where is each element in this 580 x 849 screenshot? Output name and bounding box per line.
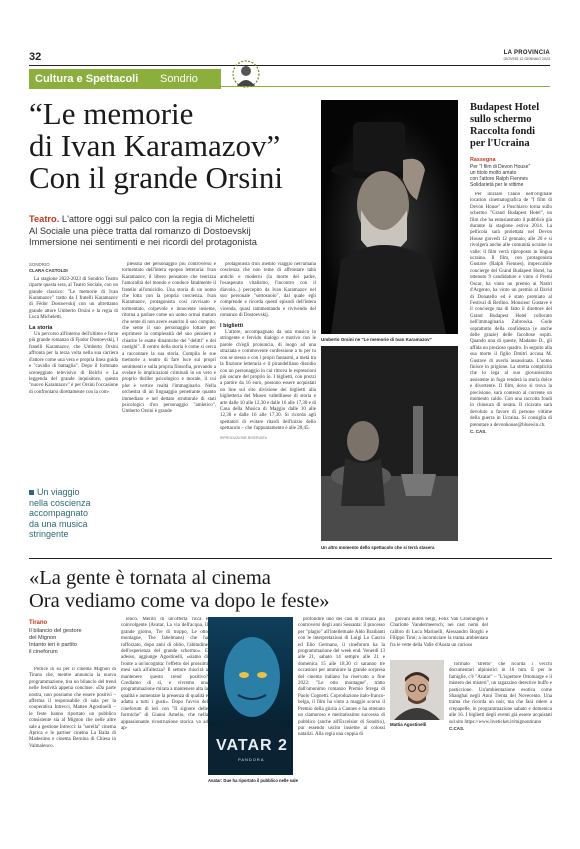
quote-square-icon (29, 490, 34, 495)
photo1-caption: Umberto Orsini ne "Le memorie di Ivan Karamazov" (321, 337, 432, 342)
poster-subtitle: PANDORA (238, 757, 265, 762)
page-number: 32 (29, 51, 42, 63)
masthead-name: LA PROVINCIA (503, 50, 550, 56)
section-bar (29, 69, 221, 89)
photo2-caption: Un altro momento dello spettacolo che si terrà stasera (321, 545, 435, 550)
article1-standfirst: Teatro. L'attore oggi sul palco con la regia di Micheletti Al Sociale una pièce tratta dal romanzo di Dostoevskij Immersione nei sentimenti e nei ricordi del protagonista (29, 214, 257, 247)
byline: CLARA CASTOLDI (29, 268, 68, 274)
header-rule (29, 65, 550, 66)
lead-paragraph: La stagione 2022-2023 di Sondrio Teatro riparte questa sera, al Teatro Sociale, con un grande classico: "Le memorie di Ivan Karamazov" tratto da I fratelli Karamazov di Fëdor Dostoevskij con un altrettanto grande attore Umberto Orsini e la regia di Luca Micheletti. (29, 276, 118, 321)
dateline: SONDRIO (29, 262, 50, 267)
section-place: Sondrio (160, 73, 198, 85)
article1-col3: protagonista d'un inedito viaggio nell'umana coscienza che non teme di affrontare tabù antichi e moderni (la morte del padre, l'esasperato vitalismo, l'incontro con il diavolo...) percepito da Ivan Karamazov nel suo personale "sottosuolo", dal quale egli comprende e ricorda questi episodi dell'intera vicenda, quasi rammentando e rivivendo del romanzo di Dostoevskij. I biglietti L'attore, accompagnato da una musica in stringente e fervido dialogo e motivo con le parole ch'egli pronuncia, di luogo ad una straziata e commovente confessione a tu per tu con se stesso e con i propri fantasmi, a metà tra la finzione letteraria e il pirandelliano dissidio con un personaggio in cui ritrova le espressioni più oscure del proprio io. I biglietti, con prezzi a partire da 16 euro, possono essere acquistati on line sul sito divisione dei biglietti alla biglietteria del Museo valtellinese di storia e arte dalle 10 alle 12,30 e dalle 16 alle 17,30 e di Casa della Musica di Maggio dalle 10 alle 12,30 e dalle 16 alle 17,30. Si ricorda agli spettatori di evitare ritardi dell'inizio dello spettacolo – che l'appuntamento è alle 20,45. RIPRODUZIONE RISERVATA (220, 262, 316, 440)
photo-orsini (321, 100, 458, 334)
copyright-credit: RIPRODUZIONE RISERVATA (220, 435, 267, 440)
paragraph: Un percorso all'interno dell'ultimo e forse più grande romanzo di Fjodor Dostoevskij, I fratelli Karamazov, che Umberto Orsini affronta per la terza volta nella sua carriera d'attore come una vera e propria linea guida e "cavallo di battaglia". Dopo il fortunato sceneggiato televisivo di Bolchi e La leggenda del grande inquisitore, questo "nuovo Karamazov" è per Orsini l'occasione di confrontarsi direttamente con la com- (29, 332, 118, 395)
article2-col4a: giovani autori belgi, Felix Van Groeningen e Charlotte Vandermeersch; nei cast nomi del calibro di Luca Marinelli, Alessandro Borghi e Filippo Timi; a incorniciare la trama ambientata fra le vette della Valle d'Aosta un curioso (390, 617, 488, 648)
subheading-tickets: I biglietti (220, 322, 243, 329)
section-title: Cultura e Spettacoli (35, 73, 139, 85)
article1-col2: plessità del personaggio più controverso e tormentato dell'intera epopea letteraria: Ivan Karamazov, il libero pensatore che teorizza l'amoralità del mondo e conduce fatalmente il fratello all'omicidio. Una storia di un uomo che lotta con la propria coscienza. Ivan Karamazov, protagonista così ravvisato e tormentato, colpevole e innocente insieme, ritorna a parlare come un uomo ormai maturo che sente di non avere esaurito il suo compito, che sente il suo personaggio lottare per esprimere la complessità del suo pensiero e chiarire le esatte dinamiche dei "delitti" e dei castighi". Il centro della storia è come si cerca a raccontare la sua storia. Compila le sue memorie a teatro di fare luce sui propri sentimenti e sulla propria filosofia, provando a svelare le implicazioni criminali in un vero e proprio thriller psicologico e morale, il cui plot è vertice realtà l'immaginario. Nella orchestra di un linguaggio penetrante quanto immediato e nel dettato strutturale di stati psicologici d'un personaggio "amletico", Umberto Orsini è grande (122, 262, 216, 415)
sidebar-standfirst: Per "I film di Devon House" un titolo molto amato con l'attore Ralph Fiennes Solidarietà per le vittime (470, 164, 531, 188)
article2-col1: Pollice in su per il cinema Mignon di Tirano che, mentre annuncia la nuova programmazione, tira un bilancio del trend nelle festività appena concluse. «Da parte nostra, non possiamo che essere positivi – afferma il responsabile di sala per la cooperativa Intrecci, Matteo Agostinelli – le feste hanno riportato un pubblico consistente sia al Mignon che nelle altre sale a gestione Intrecci: la "sorella" cinema Aprica e le partner cinema La Baita di Madesimo e cinema Bernina di Chiesa in Valmalenco. (29, 667, 116, 749)
article2-col4b: formato "stretto" che ricorda i vecchi documentari alpinistici in 16 mm. E per le famiglie, c'è "Avatar" – "L'ispettore Ottomarge e il mistero dei misteri", un ragazzino detective buffo e pasticcione. Un'ambientazione esotica come Shanghai negli Anni Trenta del Novecento. Una trama che ricorda un noir, ma che farà ridere a crepapelle, in programmazione sabato e domenica alle 16. I biglietti degli eventi già essere acquistati sul sito https://www.liveticket.it/mignontirano C.CAS. (449, 662, 552, 732)
article2-headline: «La gente è tornata al cinema Ora vediamo come va dopo le feste» (29, 567, 330, 612)
subheading-story: La storia (29, 324, 53, 331)
section-bar-line (221, 86, 550, 87)
avatar-caption: Avatar: Due ha riportato il pubblico nelle sale (208, 778, 298, 783)
sidebar-headline: Budapest Hotel sullo schermo Raccolta fondi per l'Ucraina (470, 102, 540, 149)
section-divider (29, 558, 552, 559)
headline-line: di Ivan Karamazov” (29, 128, 281, 163)
headline-line: “Le memorie (29, 96, 194, 131)
article2-place: Tirano (29, 620, 48, 626)
sidebar-signature: C. CAS. (470, 429, 487, 435)
article2-signature: C.CAS. (449, 726, 465, 732)
kicker: Teatro. (29, 214, 60, 224)
photo-agostinelli (390, 660, 444, 720)
sidebar-body: Per iniziare l'anno nell'originale location cinematografica de "I film di Devon House" a Poschiavo torna sullo schermo "Grand Budapest Hotel", un film che ha entusiasmato il pubblico già durante la stagione estiva 2014. La pellicola sarà proiettata nel Devon House giovedì 12 gennaio, alle 20 e si rivolgerà anche alle comunità ucraine in valle: il film verrà riproposto in lingua ucraina. Il film, con protagonista Gustave (Ralph Fiennes), impeccabile concierge del Grand Budapest Hotel, ha ottenuto 9 candidature e vinto 4 Premi Oscar, ha vinto un premio ai Nastri d'Argento, ha vinto un premio al David di Donatello ed è stato premiato al Festival di Berlino. Monsieur Gustave è il concierge ma di fatto il direttore del Grand Budapest Hotel collocato nell'immaginaria Zubrowka. Gode soprattutto della confidenza (e anche delle grazie) delle facoltose ospiti. Quando una di queste, Madame D., gli affida un prezioso quadro. In seguito alla sua morte il figlio Dmitri accusa M. Gustave di averla assassinata. L'uomo finisce in prigione. La stretta complicità che lo lega al suo giovanissimo assistente in fuga renderà la storia dolce e divertente. Il film, dove si trova la precisione, sarà contesto al corrente un momento caldo. Con una raccolta fondi in chiusura di serata. Il ricavato sarà devoluto a favore di persone vittime della guerra in Ucraina. Si consiglia di prenotare a devonhouse@bluewin.ch. C. CAS. (470, 192, 552, 435)
pull-quote: Un viaggio nella coscienza accompagnato da una musica stringente (29, 487, 91, 539)
photo-stage (321, 346, 458, 541)
sidebar-label: Rassegna (470, 157, 496, 163)
masthead-date: GIOVEDÌ 12 GENNAIO 2023 (503, 57, 550, 61)
article2-standfirst: Il bilancio del gestore del Mignon Intanto ieri è partito il cineforum (29, 628, 82, 655)
poster-title: VATAR 2 (216, 737, 288, 754)
article1-headline (29, 98, 329, 194)
article2-col3: profondire uno dei casi di cronaca più controversi degli anni Sessanta: il processo per "plagio" all'intellettuale Aldo Braibanti con le interpretazioni di Luigi Lo Cascio ed Elio Germano, il cineforum ha la programmazione del week end. Venerdì 13 alle 21, sabato 14 sempre alle 21 e domenica 15 alle 18,30 ci saranno tre occasioni per ammirare la grande sorpresa del cinema italiano ha riservato a fine 2022: "Le otto montagne", tratto dall'omonimo romanzo Premio Strega di Paolo Cognetti. Coproduzione italo-franco-belga, il film ha vinto a maggio scorso il Premio della giuria a Cannes e ha ottenuto un clamoroso e meritatissimo successo di pubblico (anche all'Excelsior di Sondrio), pur essendo uscito insieme ai colossi natalizi. Alla regia una coppia di (298, 617, 385, 738)
section-emblem-icon (231, 59, 261, 89)
portrait-caption: Mattia Agostinelli (390, 722, 427, 727)
article2-col2: lenco. Merito di un'offerta ricca e coinvolgente (Avatar, La via dell'acqua, Il grande giorno, Tre di troppo, Le otto montagne, The fabelmans) che ha rafforzato, dopo anni di oblio, l'abitudine dell'esperienza del grande schermo». E adesso, aggiunge Agostinelli, «siamo di fronte a un'incognita: l'effetto dei prossimi mesi sarà all'altezza? Il settore riuscirà a mantenere questo trend positivo? Crediamo di sì, e vivremo una programmazione mirata a mantenere alta la qualità e aumentare la presenza di qualità e adatta a tutti i gusti». Dopo l'avvio del cineforum di ieri con "Il signore delle formiche" di Gianni Amelio, che nella appassionante ricostruzione storica va ad ap- (121, 617, 208, 731)
headline-line: Con il grande Orsini (29, 160, 283, 195)
photo-avatar-poster (208, 617, 293, 775)
